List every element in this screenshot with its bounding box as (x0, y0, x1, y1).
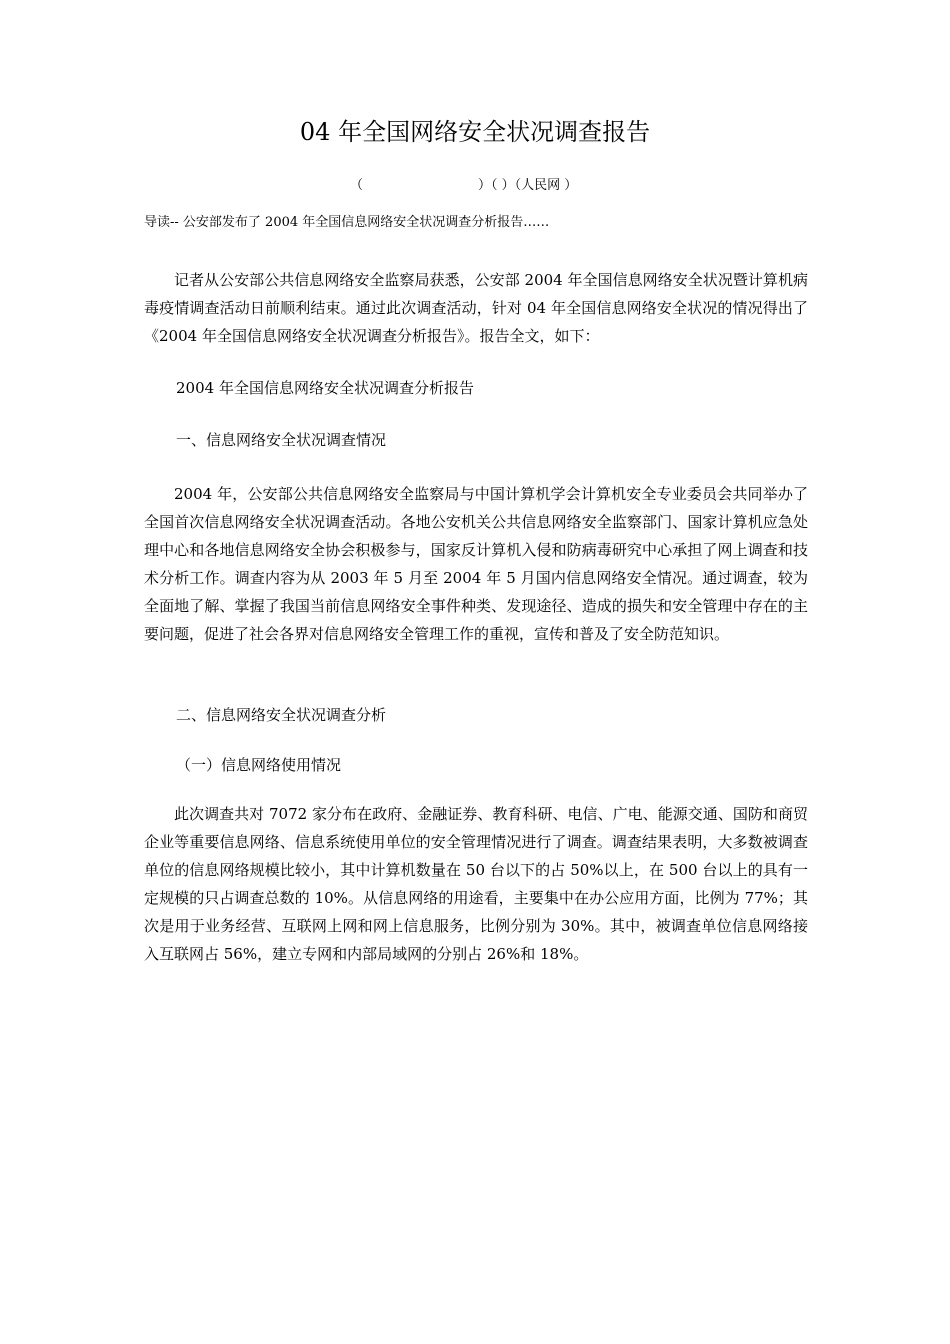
document-title: 04 年全国网络安全状况调查报告 (299, 118, 651, 146)
section-heading-1: 一、信息网络安全状况调查情况 (176, 431, 387, 449)
source-line: ）（ ）（人民网 ） (478, 178, 578, 193)
usage-paragraph: 此次调查共对 7072 家分布在政府、金融证券、教育科研、电信、广电、能源交通、国防和商贸企业等重要信息网络、信息系统使用单位的安全管理情况进行了调查。调查结果表明，大多数被调查单位的信息网络规模比较小，其中计算机数量在 50 台以下的占 50%以上，在 500 台以上的具有一定规模的只占调查总数的 10%。从信息网络的用途看，主要集中在办公应用方面，比例为 77%；其次是用于业务经营、互联网上网和网上信息服务，比例分别为 30%。其中，被调查单位信息网络接入互联网占 56%，建立专网和内部局域网的分别占 26%和 18%。 (144, 805, 808, 963)
report-title: 2004 年全国信息网络安全状况调查分析报告 (176, 379, 474, 397)
section-heading-2: 二、信息网络安全状况调查分析 (176, 706, 387, 724)
intro-paragraph: 记者从公安部公共信息网络安全监察局获悉，公安部 2004 年全国信息网络安全状况暨计算机病毒疫情调查活动日前顺利结束。通过此次调查活动，针对 04 年全国信息网络安全状况的情况得出了《2004 年全国信息网络安全状况调查分析报告》。报告全文，如下： (144, 271, 808, 345)
lead-summary: 导读-- 公安部发布了 2004 年全国信息网络安全状况调查分析报告…… (144, 215, 550, 230)
source-open-paren: （ (350, 178, 364, 193)
survey-paragraph: 2004 年，公安部公共信息网络安全监察局与中国计算机学会计算机安全专业委员会共同举办了全国首次信息网络安全状况调查活动。各地公安机关公共信息网络安全监察部门、国家计算机应急处理中心和各地信息网络安全协会积极参与，国家反计算机入侵和防病毒研究中心承担了网上调查和技术分析工作。调查内容为从 2003 年 5 月至 2004 年 5 月国内信息网络安全情况。通过调查，较为全面地了解、掌握了我国当前信息网络安全事件种类、发现途径、造成的损失和安全管理中存在的主要问题，促进了社会各界对信息网络安全管理工作的重视，宣传和普及了安全防范知识。 (144, 485, 808, 643)
subsection-heading-1: （一）信息网络使用情况 (176, 756, 342, 774)
